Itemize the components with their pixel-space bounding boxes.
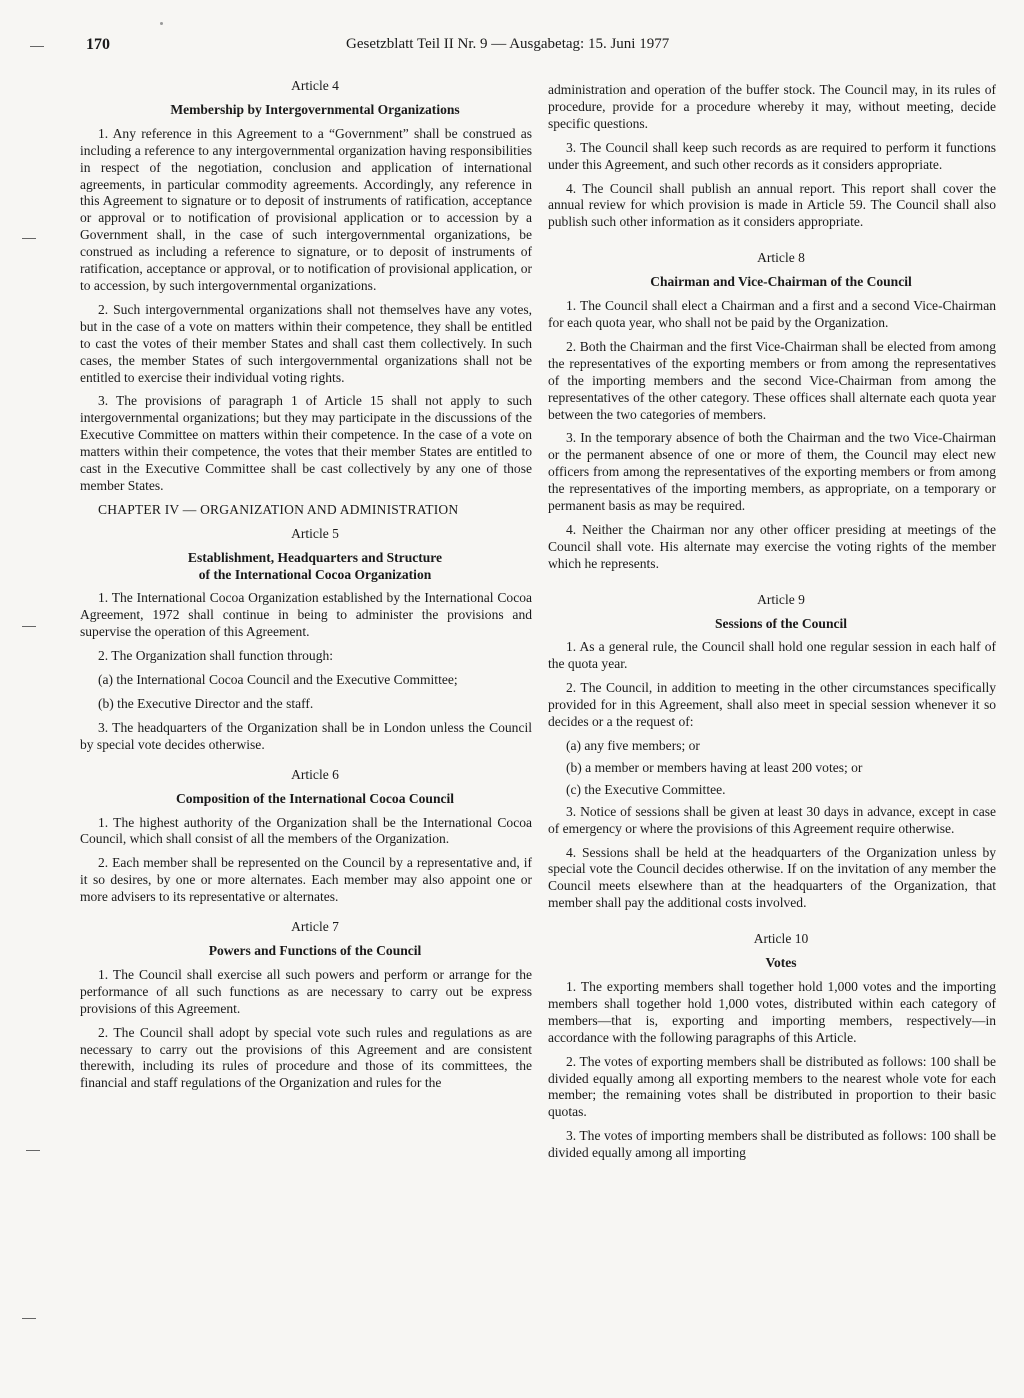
article-5-title-line-1: Establishment, Headquarters and Structure: [187, 549, 443, 565]
article-9-item-a: (a) any five members; or: [566, 738, 700, 753]
article-6-paragraph-1: 1. The highest authority of the Organization shall be the International Cocoa Council, which shall consist of all the members of the Organization.: [80, 814, 532, 847]
article-9-paragraph-3: 3. Notice of sessions shall be given at least 30 days in advance, except in case of emergency or where the provisions of this Agreement require otherwise.: [548, 803, 996, 836]
article-9-title: Sessions of the Council: [714, 615, 848, 631]
article-4-paragraph-2: 2. Such intergovernmental organizations shall not themselves have any votes, but in the case of a vote on matters within their competence, they shall be entitled to cast the votes of their member States and shall cast them collectively. In such cases, the member States of such intergovernmental organizations shall not be entitled to exercise their individual voting rights.: [80, 301, 532, 385]
article-9-paragraph-1: 1. As a general rule, the Council shall hold one regular session in each half of the quota year.: [548, 639, 996, 672]
margin-mark: [22, 626, 36, 627]
article-4-number: Article 4: [291, 78, 339, 93]
article-5-paragraph-2: 2. The Organization shall function through:: [98, 648, 334, 664]
article-7-paragraph-2: 2. The Council shall adopt by special vote such rules and regulations as are necessary to carry out the provisions of this Agreement and are consistent therewith, including its rules of procedure and those of its committees, the financial and staff regulations of the Organization and rules for the: [80, 1024, 532, 1091]
article-4-paragraph-3: 3. The provisions of paragraph 1 of Article 15 shall not apply to such intergovernmental organizations; but they may participate in the discussions of the Executive Committee on matters within their competence. In the case of a vote on matters within their competence, the votes that their member States are entitled to cast in the Executive Committee shall be cast collectively by any one of those member States.: [80, 393, 532, 493]
page-number: 170: [86, 36, 110, 53]
article-5-title-line-2: of the International Cocoa Organization: [198, 566, 432, 582]
article-8-paragraph-4: 4. Neither the Chairman nor any other officer presiding at meetings of the Council shall vote. His alternate may exercise the voting rights of the member which he represents.: [548, 521, 996, 571]
article-5-paragraph-1: 1. The International Cocoa Organization established by the International Cocoa Agreement, 1972 shall continue in being to administer the provisions and supervise the operation of this Agreement.: [80, 590, 532, 640]
article-7-title: Powers and Functions of the Council: [208, 942, 422, 958]
continued-paragraph: administration and operation of the buffer stock. The Council may, in its rules of procedure, provide for a procedure whereby it may, without meeting, decide specific questions.: [548, 82, 996, 131]
article-6-paragraph-2: 2. Each member shall be represented on the Council by a representative and, if it so desires, by one or more alternates. Each member may also appoint one or more advisers to its representative or alternates.: [80, 855, 532, 905]
article-4-paragraph-1: 1. Any reference in this Agreement to a “Government” shall be construed as including a reference to any intergovernmental organization having responsibilities in respect of the negotiation, conclusion and application of international agreements, in particular commodity agreements. Accordingly, any reference in this Agreement to signature or to deposit of instruments of ratification, acceptance or approval or to notification of provisional application or to accession by a Government shall, in the case of such intergovernmental organizations, be construed as including a reference to signature, or to deposit of instruments of ratification, acceptance or approval, or to notification of provisional application, or to accession, by such intergovernmental organizations.: [80, 125, 532, 293]
article-9-paragraph-2: 2. The Council, in addition to meeting in the other circumstances specifically provided for in this Agreement, shall also meet in special session whenever it so decides or a the request of:: [548, 680, 996, 730]
article-8-paragraph-1: 1. The Council shall elect a Chairman and a first and a second Vice-Chairman for each quota year, who shall not be paid by the Organization.: [548, 298, 996, 330]
article-9-paragraph-4: 4. Sessions shall be held at the headquarters of the Organization unless by special vote the Council decides otherwise. If on the invitation of any member the Council meets elsewhere than at the headquarters of the Organization, that member shall pay the additional costs involved.: [548, 844, 996, 911]
article-5-number: Article 5: [291, 525, 339, 541]
chapter-heading: CHAPTER IV — ORGANIZATION AND ADMINISTRATION: [98, 501, 459, 517]
article-5-item-b: (b) the Executive Director and the staff.: [98, 696, 314, 711]
article-10-number: Article 10: [753, 931, 809, 947]
scan-fleck: [160, 22, 163, 25]
article-7-paragraph-4: 4. The Council shall publish an annual report. This report shall cover the annual review for which provision is made in Article 59. The Council shall also publish such other information as it considers appropriate.: [548, 180, 996, 230]
margin-mark: [30, 46, 44, 47]
article-10-paragraph-1: 1. The exporting members shall together hold 1,000 votes and the importing members shall together hold 1,000 votes, distributed within each category of members—that is, exporting and importing members, respectively—in accordance with the following paragraphs of this Article.: [548, 978, 996, 1045]
article-7-number: Article 7: [291, 919, 339, 935]
article-4-title: Membership by Intergovernmental Organizations: [170, 101, 460, 117]
article-6-number: Article 6: [291, 766, 339, 782]
article-5-item-a: (a) the International Cocoa Council and the Executive Committee;: [98, 672, 458, 688]
article-6-title: Composition of the International Cocoa Council: [175, 790, 455, 806]
gazette-title: Gesetzblatt Teil II Nr. 9 — Ausgabetag: 15. Juni 1977: [346, 36, 670, 52]
right-column: [548, 82, 996, 1169]
article-10-paragraph-3: 3. The votes of importing members shall be distributed as follows: 100 shall be divided equally among all importing: [548, 1128, 996, 1161]
margin-mark: [26, 1150, 40, 1151]
margin-mark: [22, 1318, 36, 1319]
article-8-paragraph-3: 3. In the temporary absence of both the Chairman and the two Vice-Chairman or the permanent absence of one or more of them, the Council may elect new officers from among the representatives of the exporting members or from among the representatives of the importing members, as appropriate, on a temporary or permanent basis as may be required.: [548, 430, 996, 514]
margin-mark: [22, 238, 36, 239]
article-5-paragraph-3: 3. The headquarters of the Organization shall be in London unless the Council by special vote decides otherwise.: [80, 719, 532, 752]
article-7-paragraph-3: 3. The Council shall keep such records as are required to perform it functions under this Agreement, and such other records as it considers appropriate.: [548, 139, 996, 172]
left-column: [80, 78, 532, 1099]
article-9-item-c: (c) the Executive Committee.: [566, 781, 726, 797]
article-10-title: Votes: [765, 955, 797, 971]
article-9-number: Article 9: [757, 591, 805, 607]
article-10-paragraph-2: 2. The votes of exporting members shall be distributed as follows: 100 shall be divided equally among all exporting members to the nearest whole vote for each member; the remaining votes shall be distributed in proportion to their basic quotas.: [548, 1053, 996, 1120]
article-9-item-b: (b) a member or members having at least 200 votes; or: [566, 759, 863, 775]
article-8-number: Article 8: [757, 250, 805, 266]
article-8-title: Chairman and Vice-Chairman of the Council: [650, 274, 912, 290]
article-8-paragraph-2: 2. Both the Chairman and the first Vice-Chairman shall be elected from among the representatives of the exporting members or from among the representatives of the importing members and the second Vice-Chairman from among the representatives of the other category. These offices shall alternate each quota year between the two categories of members.: [548, 338, 996, 422]
page-header: [86, 36, 756, 58]
article-7-paragraph-1: 1. The Council shall exercise all such powers and perform or arrange for the performance of all such functions as are necessary to carry out be express provisions of this Agreement.: [80, 966, 532, 1016]
